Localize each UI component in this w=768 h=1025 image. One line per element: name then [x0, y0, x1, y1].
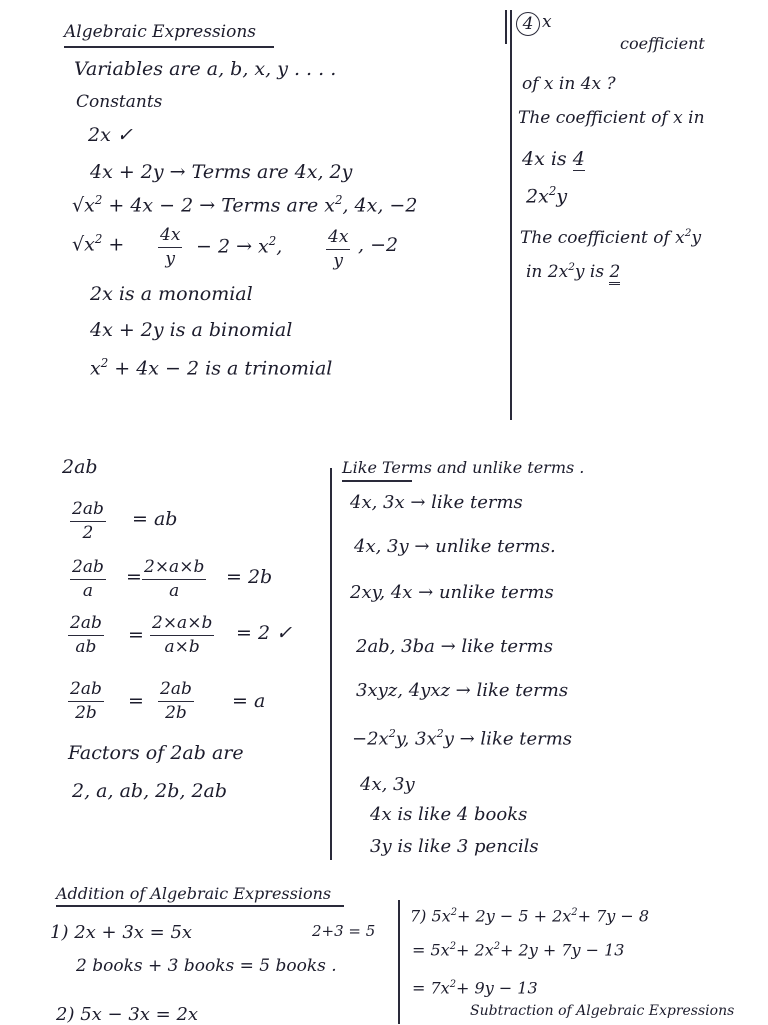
result-2b: = 2b — [226, 566, 273, 588]
l3-a: 2x — [526, 185, 549, 208]
constants-label: Constants — [76, 92, 163, 112]
example-fraction-terms — [72, 234, 124, 255]
denominator: y — [333, 250, 343, 271]
like-terms-title: Like Terms and unlike terms . — [342, 458, 585, 477]
ex4-rest-text: − 2 → x — [196, 235, 269, 258]
answer-2: 2 — [609, 262, 620, 285]
binomial-def: 4x + 2y is a binomial — [90, 319, 293, 341]
divider-middle — [330, 468, 332, 860]
divider-top — [510, 10, 512, 420]
trinomial-def — [90, 358, 332, 379]
numerator: 2ab — [70, 500, 106, 522]
trino-rest: + 4x − 2 is a trinomial — [108, 357, 333, 380]
denominator: 2 — [82, 522, 94, 543]
square-exponent: 2 — [449, 979, 457, 990]
addition-line-2 — [412, 942, 624, 958]
answer-4: 4 — [572, 148, 585, 170]
ex4-pre: √x — [72, 233, 95, 256]
like-row-7: 4x, 3y — [360, 774, 415, 795]
denominator: y — [165, 248, 175, 269]
r6-b: y, 3x — [395, 728, 437, 750]
denominator: a — [82, 580, 93, 601]
l5-b: y is — [574, 261, 610, 282]
denominator: 2b — [165, 702, 187, 723]
numerator: 2ab — [68, 680, 104, 702]
like-row-3: 2xy, 4x → unlike terms — [350, 582, 554, 603]
equals: = — [128, 624, 144, 646]
like-terms-underline — [342, 480, 412, 482]
bl1-c: + 7y − 8 — [577, 906, 650, 926]
monomial-def: 2x is a monomial — [90, 283, 253, 305]
fraction-expanded-over-axb — [150, 614, 214, 657]
square-exponent: 2 — [388, 727, 396, 740]
result-a: = a — [232, 690, 266, 712]
square-exponent: 2 — [684, 227, 692, 239]
square-exponent: 2 — [449, 941, 457, 952]
coefficient-line-5 — [526, 262, 620, 281]
coefficient-line-2 — [522, 150, 585, 169]
addition-example-1-side: 2+3 = 5 — [312, 922, 376, 940]
square-exponent: 2 — [571, 907, 578, 918]
square-exponent: 2 — [493, 941, 501, 952]
numerator: 2ab — [158, 680, 194, 702]
equals: = — [126, 566, 142, 588]
coefficient-partial: coefficient — [620, 34, 705, 53]
coefficient-question: of x in 4x ? — [522, 74, 616, 94]
ex4-tail: , −2 — [358, 234, 399, 256]
ex3-tail: , 4x, −2 — [342, 194, 418, 217]
square-exponent: 2 — [94, 232, 103, 246]
denominator: ab — [75, 636, 97, 657]
bl2-a: = 5x — [412, 940, 450, 960]
square-exponent: 2 — [568, 261, 575, 273]
denominator: 2b — [75, 702, 97, 723]
fraction-4x-over-y — [158, 226, 182, 269]
l3-b: y — [556, 185, 568, 208]
numerator: 4x — [326, 228, 350, 250]
factors-heading: Factors of 2ab are — [68, 742, 244, 764]
addition-example-1: 1) 2x + 3x = 5x — [50, 922, 193, 943]
equals: = — [128, 690, 144, 712]
like-row-8: 4x is like 4 books — [370, 804, 528, 825]
addition-line-3 — [412, 980, 538, 996]
like-row-9: 3y is like 3 pencils — [370, 836, 539, 857]
fraction-4x-over-y-2 — [326, 228, 350, 271]
bl3-a: = 7x — [412, 978, 450, 998]
bl2-b: + 2x — [456, 940, 494, 960]
numerator: 2×a×b — [142, 558, 206, 580]
square-exponent: 2 — [548, 184, 557, 198]
numerator: 2ab — [70, 558, 106, 580]
result-ab: = ab — [132, 508, 178, 530]
numerator: 2ab — [68, 614, 104, 636]
circled-x: x — [542, 12, 552, 32]
r6-a: −2x — [352, 728, 389, 750]
example-trinomial-terms — [72, 195, 417, 216]
ex3-lhs: √x — [72, 194, 95, 217]
ex3-rest: + 4x − 2 → Terms are x — [102, 194, 335, 217]
divider-bottom — [398, 900, 400, 1024]
coefficient-line-1: The coefficient of x in — [518, 108, 705, 128]
bl1-a: 7) 5x — [410, 906, 451, 926]
result-2: = 2 ✓ — [236, 622, 293, 644]
fraction-expanded-over-a — [142, 558, 206, 601]
numerator: 2×a×b — [150, 614, 214, 636]
ex4-mid: + — [102, 233, 125, 256]
square-exponent: 2 — [94, 193, 103, 207]
square-exponent: 2 — [268, 234, 277, 248]
addition-title-underline — [56, 905, 344, 907]
ex4-rest: − $2 \to x^2$, — [196, 234, 283, 258]
circled-number: 4 — [516, 12, 540, 36]
coefficient-line-3 — [526, 186, 567, 207]
square-exponent: 2 — [100, 356, 109, 370]
subtraction-heading: Subtraction of Algebraic Expressions — [470, 1003, 735, 1019]
square-exponent: 2 — [450, 907, 458, 918]
l2-a: 4x is — [522, 148, 573, 170]
factors-list: 2, a, ab, 2b, 2ab — [72, 780, 228, 802]
addition-title: Addition of Algebraic Expressions — [56, 884, 332, 903]
example-binomial-terms: 4x + 2y → Terms are 4x, 2y — [90, 161, 353, 183]
addition-line-1 — [410, 908, 649, 924]
like-row-6 — [352, 728, 572, 748]
numerator: 4x — [158, 226, 182, 248]
l4-a: The coefficient of x — [520, 227, 685, 248]
l4-b: y — [691, 227, 702, 248]
trino-x: x — [90, 357, 101, 380]
divider-top-tick — [505, 10, 507, 44]
bl3-b: + 9y − 13 — [456, 978, 538, 998]
variables-line: Variables are a, b, x, y . . . . — [74, 58, 337, 80]
fraction-2ab-over-a — [70, 558, 106, 601]
r6-c: y → like terms — [443, 728, 573, 750]
square-exponent: 2 — [436, 727, 444, 740]
l5-a: in 2x — [526, 261, 569, 282]
title-underline — [64, 46, 274, 48]
like-row-5: 3xyz, 4yxz → like terms — [356, 680, 569, 701]
bl1-b: + 2y − 5 + 2x — [457, 906, 572, 926]
like-row-1: 4x, 3x → like terms — [350, 492, 523, 513]
square-exponent: 2 — [334, 193, 343, 207]
fraction-2ab-over-2 — [70, 500, 106, 543]
like-row-4: 2ab, 3ba → like terms — [356, 636, 553, 657]
addition-books: 2 books + 3 books = 5 books . — [76, 956, 337, 976]
subtraction-example-2: 2) 5x − 3x = 2x — [56, 1004, 199, 1025]
heading-2ab: 2ab — [62, 456, 98, 478]
denominator: a×b — [164, 636, 200, 657]
fraction-2ab-over-2b — [68, 680, 104, 723]
like-row-2: 4x, 3y → unlike terms. — [354, 536, 556, 557]
example-monomial: 2x ✓ — [88, 124, 133, 146]
section-title: Algebraic Expressions — [64, 22, 257, 42]
denominator: a — [169, 580, 180, 601]
fraction-2ab-over-ab — [68, 614, 104, 657]
coefficient-line-4 — [520, 228, 701, 247]
fraction-2ab-over-2b-cancel — [158, 680, 194, 723]
bl2-c: + 2y + 7y − 13 — [500, 940, 625, 960]
